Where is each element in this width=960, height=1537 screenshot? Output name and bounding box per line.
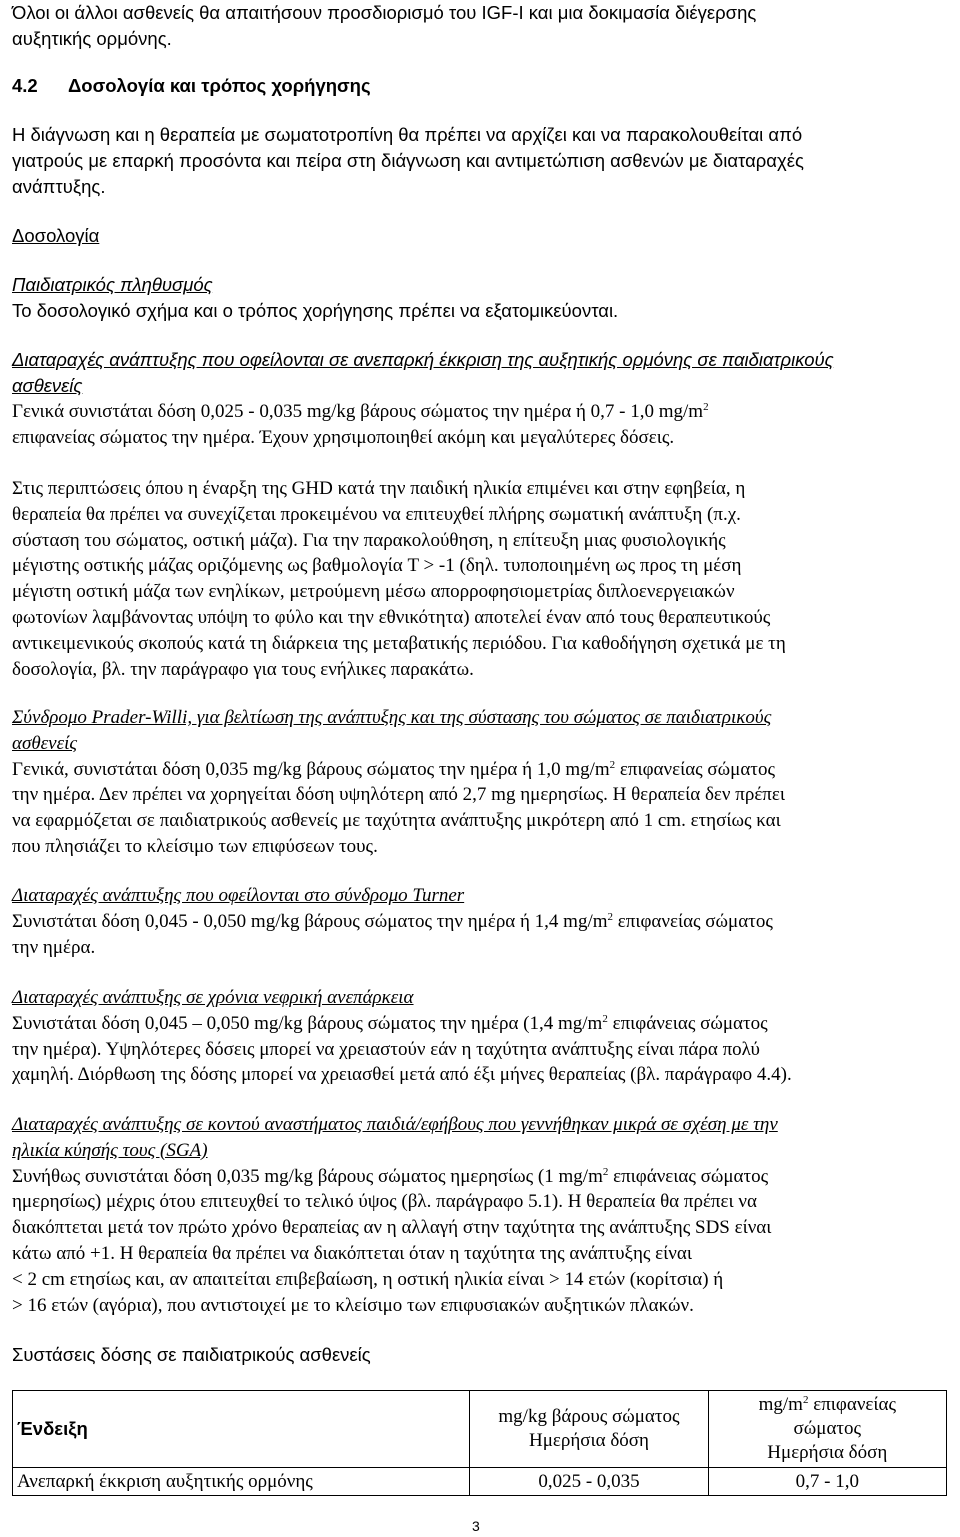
ghd-heading-line: Διαταραχές ανάπτυξης που οφείλονται σε ανεπαρκή έκκριση της αυξητικής ορμόνης σε παιδιατρικούς <box>12 349 834 370</box>
header-mgkg: mg/kg βάρους σώματος Ημερήσια δόση <box>470 1391 708 1468</box>
table-row <box>13 1468 947 1496</box>
prader-heading-line: ασθενείς <box>12 732 78 754</box>
section-title: Δοσολογία και τρόπος χορήγησης <box>68 75 371 96</box>
prader-willi-block: Σύνδρομο Prader-Willi, για βελτίωση της ανάπτυξης και της σύστασης του σώματος σε παιδιατρικούς ασθενείς Γενικά, συνιστάται δόση 0,035 mg/kg βάρους σώματος την ημέρα ή 1,0 $mg/m^2$ επιφανείας σώματος την ημέρα. Δεν πρέπει να χορηγείται δόση υψηλότερη από 2,7 mg ημερησίως. Η θεραπεία δεν πρέπει να εφαρμόζεται σε παιδιατρικούς ασθενείς με ταχύτητα ανάπτυξης μικρότερη από 1 cm. ετησίως και που πλησιάζει το κλείσιμο των επιφύσεων τους. <box>12 705 942 860</box>
posology-heading: Δοσολογία <box>12 225 100 246</box>
text-line: γιατρούς με επαρκή προσόντα και πείρα στη διάγνωση και αντιμετώπιση ασθενών με διαταραχές <box>12 149 804 171</box>
ghd-block <box>12 347 942 399</box>
header-indication: Ένδειξη <box>13 1391 470 1468</box>
intro-diagnosis-paragraph <box>12 122 942 199</box>
renal-heading: Διαταραχές ανάπτυξης σε χρόνια νεφρική ανεπάρκεια <box>12 987 414 1008</box>
intro-paragraph <box>12 0 942 52</box>
turner-heading: Διαταραχές ανάπτυξης που οφείλονται στο σύνδρομο Turner <box>12 885 465 906</box>
text-line: αυξητικής ορμόνης. <box>12 27 172 49</box>
cell-mgm2: 0,7 - 1,0 <box>708 1468 946 1496</box>
sga-heading-line: Διαταραχές ανάπτυξης σε κοντού αναστήματος παιδιά/εφήβους που γεννήθηκαν μικρά σε σχέση με την <box>12 1114 778 1135</box>
table-caption: Συστάσεις δόσης σε παιδιατρικούς ασθενείς <box>12 1344 371 1365</box>
text-line: Η διάγνωση και η θεραπεία με σωματοτροπίνη θα πρέπει να αρχίζει και να παρακολουθείται από <box>12 124 803 145</box>
page-number: 3 <box>472 1518 480 1534</box>
table-header-row <box>13 1391 947 1468</box>
paediatric-heading: Παιδιατρικός πληθυσμός <box>12 274 213 295</box>
turner-block: Διαταραχές ανάπτυξης που οφείλονται στο σύνδρομο Turner Συνιστάται δόση 0,045 - 0,050 mg/kg βάρους σώματος την ημέρα ή 1,4 $mg/m^2$ επιφανείας σώματος την ημέρα. <box>12 883 942 960</box>
paediatric-text: Το δοσολογικό σχήμα και ο τρόπος χορήγησης πρέπει να εξατομικεύονται. <box>12 299 619 321</box>
text-line: Όλοι οι άλλοι ασθενείς θα απαιτήσουν προσδιορισμό του IGF-I και μια δοκιμασία διέγερσης <box>12 2 757 23</box>
header-mgm2: $mg/m^2$ επιφανείας σώματος Ημερήσια δόση <box>708 1391 946 1468</box>
ghd-dose-text: Γενικά συνιστάται δόση 0,025 - 0,035 mg/kg βάρους σώματος την ημέρα ή 0,7 - 1,0 $mg/m^2$ επιφανείας σώματος την ημέρα. Έχουν χρησιμοποιηθεί ακόμη και μεγαλύτερες δόσεις. <box>12 401 709 448</box>
cell-mgkg: 0,025 - 0,035 <box>470 1468 708 1496</box>
dose-table <box>12 1390 947 1496</box>
prader-heading-line: Σύνδρομο Prader-Willi, για βελτίωση της ανάπτυξης και της σύστασης του σώματος σε παιδιατρικούς <box>12 707 772 728</box>
ghd-heading-line: ασθενείς <box>12 374 83 396</box>
paediatric-block <box>12 272 942 324</box>
cell-indication: Ανεπαρκή έκκριση αυξητικής ορμόνης <box>13 1468 470 1496</box>
sga-block: Διαταραχές ανάπτυξης σε κοντού αναστήματος παιδιά/εφήβους που γεννήθηκαν μικρά σε σχέση με την ηλικία κύησής τους (SGA) Συνήθως συνιστάται δόση 0,035 mg/kg βάρους σώματος ημερησίως (1 $mg/m^2$ επιφάνειας σώματος ημερησίως) μέχρις ότου επιτευχθεί το τελικό ύψος (βλ. παράγραφο 5.1). Η θεραπεία θα πρέπει να διακόπτεται μετά τον πρώτο χρόνο θεραπείας αν η αλλαγή στην ταχύτητα της ανάπτυξης SDS είναι κάτω από +1. Η θεραπεία θα πρέπει να διακόπτεται όταν η ταχύτητα της ανάπτυξης είναι < 2 cm ετησίως και, αν απαιτείται επιβεβαίωση, η οστική ηλικία είναι > 14 ετών (κορίτσια) ή > 16 ετών (αγόρια), που αντιστοιχεί με το κλείσιμο των επιφυσιακών αυξητικών πλακών. <box>12 1112 942 1318</box>
section-number: 4.2 <box>12 75 38 96</box>
adolescence-paragraph: Στις περιπτώσεις όπου η έναρξη της GHD κατά την παιδική ηλικία επιμένει και στην εφηβεία, η θεραπεία θα πρέπει να συνεχίζεται προκειμένου να επιτευχθεί πλήρης σωματική ανάπτυξη (π.χ. σύσταση του σώματος, οστική μάζα). Για την παρακολούθηση, η επίτευξη μιας φυσιολογικής μέγιστης οστικής μάζας οριζόμενης ως βαθμολογία T > -1 (δηλ. τυποποιημένη ως προς τη μέση μέγιστη οστική μάζα των ενηλίκων, μετρούμενη μέσω απορροφησιομετρίας διπλοενεργειακών φωτονίων λαμβάνοντας υπόψη το φύλο και την εθνικότητα) αποτελεί έναν από τους θεραπευτικούς αντικειμενικούς σκοπούς κατά τη διάρκεια της μεταβατικής περιόδου. Για καθοδήγηση σχετικά με τη δοσολογία, βλ. την παράγραφο για τους ενήλικες παρακάτω. <box>12 478 786 680</box>
renal-block: Διαταραχές ανάπτυξης σε χρόνια νεφρική ανεπάρκεια Συνιστάται δόση 0,045 – 0,050 mg/kg βάρους σώματος την ημέρα (1,4 $mg/m^2$ επιφάνειας σώματος την ημέρα). Υψηλότερες δόσεις μπορεί να χρειαστούν εάν η ταχύτητα ανάπτυξης είναι πάρα πολύ χαμηλή. Διόρθωση της δόσης μπορεί να χρειασθεί μετά από έξι μήνες θεραπείας (βλ. παράγραφο 4.4). <box>12 985 942 1088</box>
text-line: ανάπτυξης. <box>12 175 106 197</box>
sga-heading-line: ηλικία κύησής τους (SGA) <box>12 1139 208 1161</box>
